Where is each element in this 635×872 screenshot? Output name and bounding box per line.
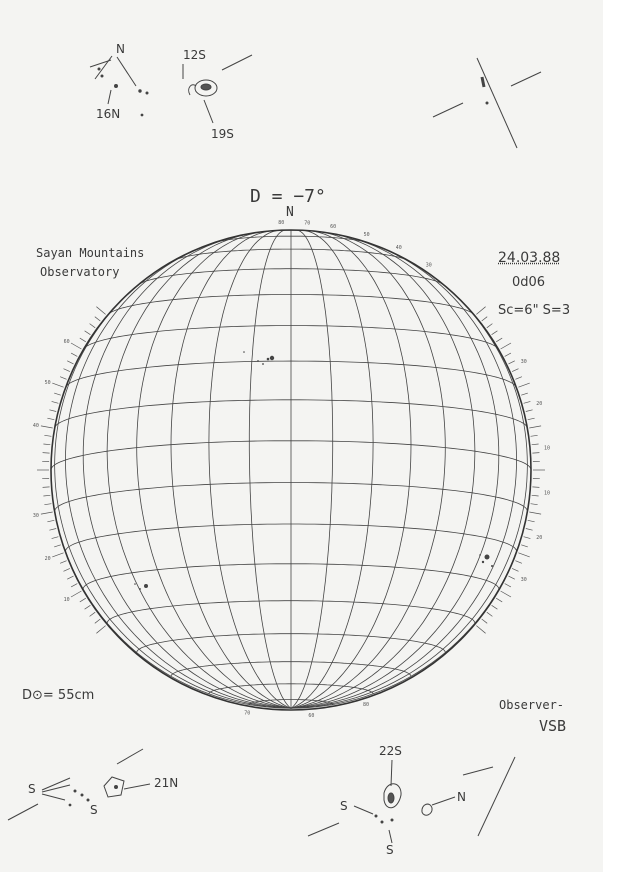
limb-tick bbox=[515, 377, 522, 380]
observatory-name: Sayan Mountains bbox=[36, 246, 145, 260]
limb-label: 60 bbox=[308, 713, 315, 720]
limb-tick bbox=[71, 343, 81, 349]
limb-tick bbox=[67, 576, 73, 579]
meridian-line bbox=[291, 230, 333, 708]
north-marker: N bbox=[286, 205, 294, 220]
sunspot-group-north bbox=[243, 351, 274, 365]
limb-tick bbox=[487, 324, 493, 328]
limb-tick bbox=[43, 444, 50, 445]
limb-tick bbox=[71, 353, 77, 356]
limb-tick bbox=[85, 605, 91, 609]
limb-tick bbox=[60, 561, 67, 564]
limb-label: 10 bbox=[63, 597, 70, 603]
limb-tick bbox=[529, 426, 541, 428]
limb-tick bbox=[509, 361, 515, 364]
limb-tick bbox=[501, 343, 511, 349]
limb-tick bbox=[532, 453, 539, 454]
limb-tick bbox=[44, 504, 51, 505]
limb-tick bbox=[52, 383, 63, 387]
limb-label: 40 bbox=[395, 245, 402, 252]
observer-label: Observer- bbox=[499, 698, 565, 712]
limb-label: 70 bbox=[244, 710, 251, 717]
limb-tick bbox=[521, 393, 528, 395]
observer-initials: VSB bbox=[539, 717, 567, 735]
limb-tick bbox=[501, 591, 511, 597]
meridian-line bbox=[171, 231, 291, 708]
limb-tick bbox=[80, 338, 86, 342]
limb-label: 10 bbox=[544, 490, 551, 497]
limb-tick bbox=[67, 361, 73, 364]
limb-tick bbox=[41, 426, 53, 428]
limb-tick bbox=[96, 307, 105, 315]
limb-tick bbox=[528, 418, 535, 420]
limb-tick bbox=[531, 504, 538, 505]
limb-label: 40 bbox=[32, 423, 39, 430]
limb-tick bbox=[71, 591, 81, 597]
disk-diameter: D⊙= 55cm bbox=[22, 688, 95, 703]
limb-label: 30 bbox=[32, 512, 39, 519]
limb-label: 30 bbox=[425, 262, 432, 269]
limb-tick bbox=[532, 495, 539, 496]
limb-tick bbox=[41, 512, 53, 514]
limb-label: 60 bbox=[63, 339, 70, 345]
limb-label: 50 bbox=[44, 379, 51, 386]
south-label-a: S bbox=[28, 782, 36, 796]
limb-tick bbox=[524, 537, 531, 539]
grid-labels bbox=[33, 220, 550, 719]
limb-tick bbox=[60, 377, 67, 380]
observation-time: 0d06 bbox=[512, 275, 546, 290]
limb-tick bbox=[531, 435, 538, 436]
limb-tick bbox=[496, 598, 502, 602]
group-12s-label: 12S bbox=[183, 48, 206, 62]
limb-tick bbox=[90, 324, 96, 328]
limb-tick bbox=[54, 393, 61, 395]
limb-tick bbox=[49, 529, 56, 531]
limb-tick bbox=[43, 495, 50, 496]
limb-label: 80 bbox=[363, 702, 370, 708]
limb-tick bbox=[528, 520, 535, 522]
group-19s-label: 19S bbox=[211, 127, 234, 141]
meridian-line bbox=[291, 231, 411, 708]
limb-tick bbox=[505, 353, 511, 356]
sketch-north-label-b: N bbox=[457, 790, 466, 804]
limb-tick bbox=[52, 553, 63, 557]
limb-tick bbox=[47, 418, 54, 420]
limb-label: 30 bbox=[520, 359, 527, 365]
limb-tick bbox=[512, 369, 518, 372]
south-label-c: S bbox=[340, 799, 348, 813]
group-16n-label: 16N bbox=[96, 107, 121, 121]
heliographic-grid bbox=[51, 230, 531, 708]
limb-label: 10 bbox=[544, 445, 551, 452]
limb-label: 30 bbox=[520, 577, 527, 583]
meridian-line bbox=[83, 235, 291, 708]
limb-tick bbox=[64, 568, 70, 571]
limb-tick bbox=[43, 453, 50, 454]
sketch-north-label: N bbox=[116, 42, 125, 56]
limb-tick bbox=[476, 307, 485, 315]
limb-tick bbox=[505, 584, 511, 587]
limb-tick bbox=[532, 444, 539, 445]
limb-tick bbox=[496, 338, 502, 342]
limb-tick bbox=[95, 619, 101, 623]
limb-tick bbox=[515, 561, 522, 564]
limb-tick bbox=[482, 619, 488, 623]
limb-label: 20 bbox=[536, 401, 543, 408]
limb-tick bbox=[476, 626, 485, 634]
meridian-line bbox=[63, 243, 292, 709]
limb-label: 70 bbox=[304, 220, 311, 227]
meridian-line bbox=[249, 230, 291, 708]
observatory-suffix: Observatory bbox=[40, 265, 120, 279]
limb-tick bbox=[71, 584, 77, 587]
sunspot-group-east bbox=[479, 554, 493, 567]
limb-tick bbox=[52, 537, 59, 539]
meridian-line bbox=[291, 233, 475, 708]
limb-tick bbox=[54, 545, 61, 547]
limb-tick bbox=[526, 529, 533, 531]
limb-tick bbox=[518, 553, 529, 557]
seeing-conditions: Sc=6" S=3 bbox=[498, 303, 571, 318]
limb-tick bbox=[532, 487, 539, 488]
south-label-d: S bbox=[386, 843, 394, 857]
limb-tick bbox=[492, 605, 498, 609]
limb-label: 80 bbox=[278, 220, 285, 227]
meridian-line bbox=[291, 243, 517, 709]
limb-tick bbox=[64, 369, 70, 372]
limb-tick bbox=[95, 317, 101, 321]
limb-tick bbox=[85, 331, 91, 335]
group-22s-label: 22S bbox=[379, 744, 402, 758]
limb-tick bbox=[518, 383, 529, 387]
limb-tick bbox=[44, 435, 51, 436]
limb-tick bbox=[49, 410, 56, 412]
limb-tick bbox=[524, 401, 531, 403]
limb-tick bbox=[487, 612, 493, 616]
meridian-line bbox=[291, 235, 499, 708]
limb-tick bbox=[509, 576, 515, 579]
limb-tick bbox=[47, 520, 54, 522]
limb-tick bbox=[52, 401, 59, 403]
limb-label: 20 bbox=[44, 556, 51, 563]
limb-tick bbox=[492, 331, 498, 335]
limb-tick bbox=[96, 626, 105, 634]
group-21n-label: 21N bbox=[154, 776, 179, 790]
sunspot-group-southwest bbox=[134, 583, 148, 590]
limb-tick bbox=[80, 598, 86, 602]
limb-tick bbox=[521, 545, 528, 547]
limb-label: 20 bbox=[536, 534, 543, 541]
tilt-angle-label: D = −7° bbox=[250, 186, 326, 207]
limb-label: 60 bbox=[330, 223, 337, 230]
limb-tick bbox=[90, 612, 96, 616]
south-label-b: S bbox=[90, 803, 98, 817]
limb-tick bbox=[529, 512, 541, 514]
limb-tick bbox=[512, 568, 518, 571]
limb-label: 50 bbox=[363, 232, 370, 239]
meridian-line bbox=[107, 233, 291, 708]
limb-tick bbox=[526, 410, 533, 412]
sketch-top-right bbox=[433, 58, 541, 148]
limb-tick bbox=[43, 487, 50, 488]
observation-date: 24.03.88 bbox=[498, 250, 561, 266]
limb-tick bbox=[482, 317, 488, 321]
